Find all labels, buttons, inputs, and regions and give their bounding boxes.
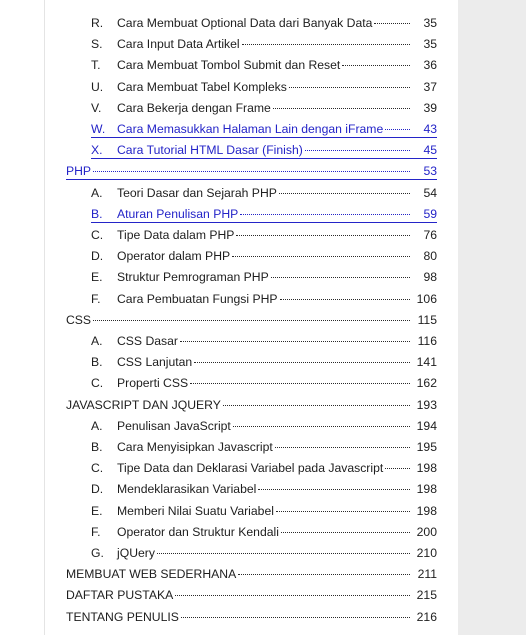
toc-page-number: 198 bbox=[416, 503, 437, 518]
toc-section-letter: W. bbox=[91, 122, 106, 136]
toc-page-number: 162 bbox=[416, 376, 437, 391]
dot-leader bbox=[232, 256, 410, 257]
dot-leader bbox=[273, 108, 410, 109]
toc-page-number: 211 bbox=[417, 567, 437, 582]
toc-section-row bbox=[91, 522, 437, 542]
dot-leader bbox=[93, 171, 410, 172]
toc-page-number: 198 bbox=[416, 482, 437, 497]
toc-entry-title: CSS Lanjutan bbox=[117, 355, 193, 370]
toc-chapter-row bbox=[66, 310, 437, 330]
toc-section-letter: S. bbox=[91, 37, 103, 52]
toc-page-number: 43 bbox=[423, 122, 437, 136]
toc-section-row bbox=[91, 267, 437, 287]
toc-section-letter: E. bbox=[91, 270, 103, 285]
toc-section-letter: B. bbox=[91, 440, 103, 454]
dot-leader bbox=[181, 617, 410, 618]
toc-entry-title: Properti CSS bbox=[117, 376, 189, 391]
toc-section-letter: X. bbox=[91, 143, 103, 158]
toc-page-number: 53 bbox=[423, 164, 437, 179]
toc-entry-title: Cara Input Data Artikel bbox=[117, 37, 240, 52]
toc-page-number: 106 bbox=[416, 291, 437, 306]
dot-leader bbox=[190, 383, 410, 384]
toc-section-row bbox=[91, 331, 437, 351]
toc-section-letter: V. bbox=[91, 100, 102, 115]
toc-section-row bbox=[91, 373, 437, 393]
toc-section-letter: D. bbox=[91, 482, 104, 497]
document-page bbox=[44, 0, 459, 635]
toc-section-row bbox=[91, 416, 437, 436]
toc-page-number: 210 bbox=[416, 546, 437, 560]
toc-section-letter: B. bbox=[91, 355, 103, 370]
dot-leader bbox=[194, 362, 410, 363]
toc-entry-title: Operator dalam PHP bbox=[117, 249, 231, 264]
toc-section-row bbox=[91, 437, 437, 457]
toc-chapter-row[interactable] bbox=[66, 161, 437, 181]
dot-leader bbox=[276, 511, 410, 512]
toc-page-number: 76 bbox=[423, 228, 437, 242]
dot-leader bbox=[223, 405, 410, 406]
dot-leader bbox=[175, 595, 410, 596]
dot-leader bbox=[289, 87, 410, 88]
toc-section-letter: B. bbox=[91, 206, 103, 221]
toc-section-row bbox=[91, 183, 437, 203]
toc-section-row bbox=[91, 246, 437, 266]
toc-entry-title: Mendeklarasikan Variabel bbox=[117, 482, 257, 497]
dot-leader bbox=[242, 44, 410, 45]
dot-leader bbox=[385, 129, 410, 130]
dot-leader bbox=[180, 341, 410, 342]
toc-section-row bbox=[91, 458, 437, 478]
toc-section-letter: R. bbox=[91, 16, 104, 30]
toc-entry-title: Cara Membuat Optional Data dari Banyak Data bbox=[117, 16, 373, 30]
toc-page-number: 195 bbox=[416, 440, 437, 454]
toc-entry-title: Tipe Data dan Deklarasi Variabel pada Javascript bbox=[117, 461, 384, 476]
toc-page-number: 35 bbox=[423, 16, 437, 30]
toc-section-letter: C. bbox=[91, 228, 104, 242]
toc-section-letter: A. bbox=[91, 418, 103, 433]
toc-page-number: 36 bbox=[423, 58, 437, 73]
toc-page-number: 37 bbox=[423, 79, 437, 94]
toc-section-row[interactable] bbox=[91, 140, 437, 160]
toc-page-number: 59 bbox=[423, 206, 437, 221]
toc-page-number: 216 bbox=[416, 609, 437, 624]
toc-page-number: 115 bbox=[417, 312, 437, 327]
toc-section-letter: F. bbox=[91, 291, 101, 306]
toc-page-number: 45 bbox=[423, 143, 437, 158]
toc-page-number: 141 bbox=[416, 355, 437, 370]
toc-entry-title[interactable]: Cara Tutorial HTML Dasar (Finish) bbox=[117, 143, 303, 158]
toc-entry-title: Teori Dasar dan Sejarah PHP bbox=[117, 185, 277, 200]
toc-section-row bbox=[91, 34, 437, 54]
toc-page-number: 80 bbox=[423, 249, 437, 264]
dot-leader bbox=[93, 320, 410, 321]
toc-section-letter: F. bbox=[91, 524, 101, 539]
dot-leader bbox=[279, 193, 410, 194]
toc-section-row bbox=[91, 98, 437, 118]
toc-section-row bbox=[91, 543, 437, 563]
dot-leader bbox=[275, 447, 410, 448]
toc-section-row bbox=[91, 225, 437, 245]
toc-page-number: 193 bbox=[416, 397, 437, 412]
toc-section-letter: D. bbox=[91, 249, 104, 264]
right-margin bbox=[458, 0, 526, 635]
dot-leader bbox=[385, 468, 410, 469]
toc-section-letter: C. bbox=[91, 461, 104, 476]
toc-chapter-row bbox=[66, 395, 437, 415]
toc-section-row bbox=[91, 13, 437, 33]
toc-entry-title: DAFTAR PUSTAKA bbox=[66, 588, 174, 603]
toc-page-number: 215 bbox=[416, 588, 437, 603]
dot-leader bbox=[157, 553, 410, 554]
dot-leader bbox=[280, 299, 410, 300]
toc-entry-title: JAVASCRIPT DAN JQUERY bbox=[66, 397, 221, 412]
toc-section-row bbox=[91, 77, 437, 97]
toc-section-row bbox=[91, 352, 437, 372]
toc-section-row bbox=[91, 501, 437, 521]
toc-section-row[interactable] bbox=[91, 119, 437, 139]
toc-entry-title: CSS bbox=[66, 312, 92, 327]
toc-entry-title: Memberi Nilai Suatu Variabel bbox=[117, 503, 274, 518]
toc-entry-title: Tipe Data dalam PHP bbox=[117, 228, 235, 242]
dot-leader bbox=[281, 532, 410, 533]
toc-page-number: 35 bbox=[423, 37, 437, 52]
toc-chapter-row bbox=[66, 607, 437, 627]
toc-page-number: 39 bbox=[423, 100, 437, 115]
dot-leader bbox=[374, 23, 410, 24]
toc-section-letter: T. bbox=[91, 58, 101, 73]
toc-entry-title: Struktur Pemrograman PHP bbox=[117, 270, 269, 285]
toc-entry-title: Cara Bekerja dengan Frame bbox=[117, 100, 271, 115]
toc-page-number: 54 bbox=[423, 185, 437, 200]
toc-entry-title: Cara Pembuatan Fungsi PHP bbox=[117, 291, 278, 306]
toc-section-letter: A. bbox=[91, 185, 103, 200]
toc-entry-title: jQUery bbox=[117, 546, 155, 560]
toc-entry-title: CSS Dasar bbox=[117, 334, 178, 348]
toc-page-number: 194 bbox=[416, 418, 437, 433]
toc-page-number: 200 bbox=[416, 524, 437, 539]
toc-section-letter: A. bbox=[91, 334, 103, 348]
toc-entry-title: TENTANG PENULIS bbox=[66, 609, 179, 624]
toc-entry-title: Cara Membuat Tabel Kompleks bbox=[117, 79, 287, 94]
left-margin bbox=[0, 0, 44, 635]
toc-chapter-row bbox=[66, 585, 437, 605]
toc-page-number: 98 bbox=[423, 270, 437, 285]
dot-leader bbox=[240, 214, 410, 215]
dot-leader bbox=[258, 489, 410, 490]
toc-section-letter: C. bbox=[91, 376, 104, 391]
toc-section-row bbox=[91, 55, 437, 75]
toc-section-letter: G. bbox=[91, 546, 104, 560]
toc-entry-title: MEMBUAT WEB SEDERHANA bbox=[66, 567, 237, 582]
toc-entry-title[interactable]: Cara Memasukkan Halaman Lain dengan iFrame bbox=[117, 122, 384, 136]
dot-leader bbox=[238, 574, 410, 575]
toc-section-letter: U. bbox=[91, 79, 104, 94]
dot-leader bbox=[236, 235, 410, 236]
toc-page-number: 198 bbox=[416, 461, 437, 476]
toc-entry-title: Cara Menyisipkan Javascript bbox=[117, 440, 273, 454]
toc-section-row bbox=[91, 479, 437, 499]
dot-leader bbox=[271, 277, 410, 278]
toc-entry-title: Operator dan Struktur Kendali bbox=[117, 524, 279, 539]
toc-page-number: 116 bbox=[417, 334, 437, 348]
dot-leader bbox=[342, 65, 410, 66]
toc-entry-title: Penulisan JavaScript bbox=[117, 418, 231, 433]
toc-entry-title: Cara Membuat Tombol Submit dan Reset bbox=[117, 58, 341, 73]
toc-section-letter: E. bbox=[91, 503, 103, 518]
dot-leader bbox=[233, 426, 410, 427]
toc-section-row bbox=[91, 289, 437, 309]
toc-entry-title[interactable]: Aturan Penulisan PHP bbox=[117, 206, 239, 221]
toc-section-row[interactable] bbox=[91, 204, 437, 224]
toc-entry-title[interactable]: PHP bbox=[66, 164, 92, 179]
toc-chapter-row bbox=[66, 564, 437, 584]
dot-leader bbox=[305, 150, 410, 151]
